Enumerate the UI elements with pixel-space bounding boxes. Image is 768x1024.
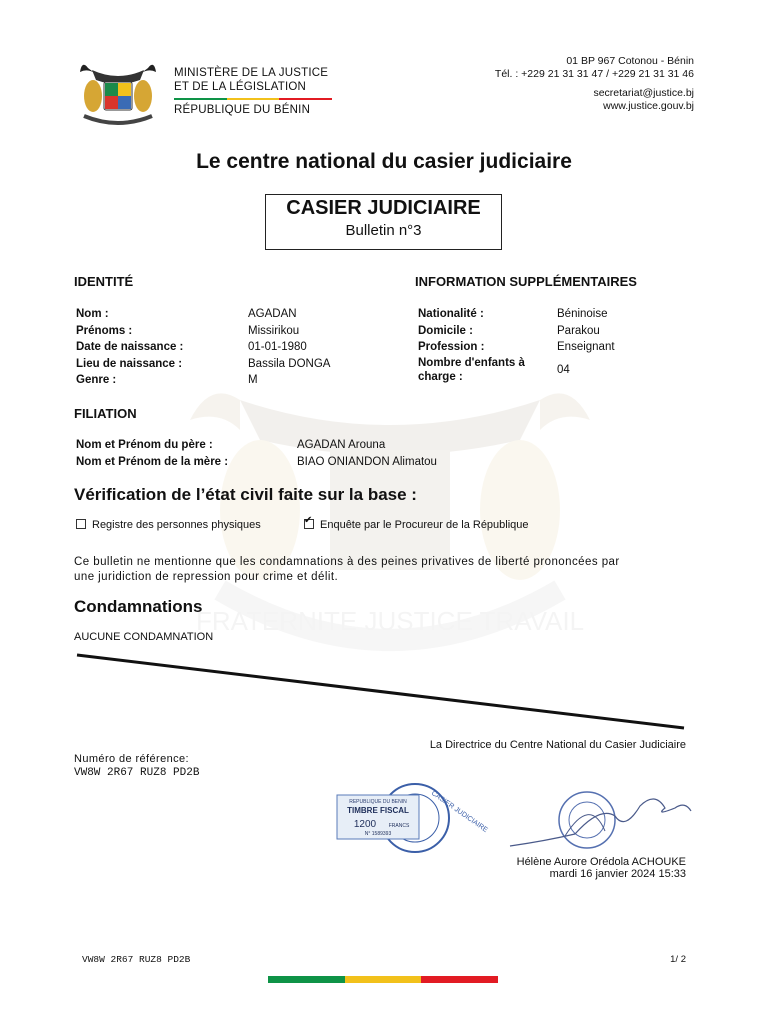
stamp-amount: 1200	[353, 819, 377, 830]
filiation-heading: FILIATION	[74, 406, 137, 421]
identity-heading: IDENTITÉ	[74, 274, 134, 289]
ministry-block	[174, 66, 332, 117]
phone: Tél. : +229 21 31 31 47 / +229 21 31 31 46	[494, 68, 694, 80]
signatory-block	[517, 856, 686, 880]
document-title-box	[265, 194, 502, 250]
signatory-date: mardi 16 janvier 2024 15:33	[549, 868, 686, 880]
value-lieu-naissance: Bassila DONGA	[248, 357, 331, 370]
checkbox-enquete	[304, 519, 314, 529]
reference-value: VW8W 2R67 RUZ8 PD2B	[74, 767, 200, 779]
label-nationalite: Nationalité :	[418, 308, 484, 320]
option-registre-label: Registre des personnes physiques	[92, 519, 261, 531]
bulletin-number: Bulletin n°3	[345, 222, 422, 239]
identity-labels	[76, 306, 183, 389]
value-nom: AGADAN	[248, 308, 297, 320]
stamp-currency: FRANCS	[388, 823, 410, 829]
info-supp-heading: INFORMATION SUPPLÉMENTAIRES	[415, 274, 637, 289]
flag-red	[421, 976, 498, 983]
notice-paragraph	[74, 555, 694, 585]
checkbox-registre	[76, 519, 86, 529]
identity-values	[248, 306, 330, 389]
value-nationalite: Béninoise	[557, 308, 608, 320]
label-enfants-line2: charge :	[418, 370, 463, 383]
signature	[505, 786, 695, 856]
republic-label: RÉPUBLIQUE DU BÉNIN	[174, 104, 311, 116]
signatory-title: La Directrice du Centre National du Casier Judiciaire	[429, 739, 686, 751]
value-profession: Enseignant	[557, 341, 615, 353]
footer-page-number: 1/ 2	[670, 954, 686, 965]
verification-heading: Vérification de l’état civil faite sur la base :	[74, 485, 417, 504]
document-title: CASIER JUDICIAIRE	[286, 197, 481, 219]
strike-line	[0, 640, 768, 740]
benin-coat-of-arms-icon	[78, 58, 158, 126]
label-pere: Nom et Prénom du père :	[76, 439, 213, 451]
value-prenoms: Missirikou	[248, 324, 300, 337]
option-enquete-label: Enquête par le Procureur de la République	[320, 519, 529, 531]
label-genre: Genre :	[76, 374, 117, 386]
stamp-top: REPUBLIQUE DU BENIN	[349, 799, 407, 805]
label-enfants-line1: Nombre d'enfants à	[418, 356, 525, 369]
stamp-label: TIMBRE FISCAL	[347, 806, 409, 815]
notice-line1: Ce bulletin ne mentionne que les condamnations à des peines privatives de liberté prononcées par	[74, 556, 620, 568]
value-enfants: 04	[557, 363, 570, 376]
footer-reference: VW8W 2R67 RUZ8 PD2B	[82, 954, 191, 965]
info-supp-labels	[418, 306, 525, 384]
flag-yellow	[345, 976, 422, 983]
ministry-line2: ET DE LA LÉGISLATION	[174, 81, 307, 93]
label-lieu-naissance: Lieu de naissance :	[76, 357, 183, 370]
ministry-line1: MINISTÈRE DE LA JUSTICE	[174, 67, 329, 79]
flag-green	[268, 976, 345, 983]
label-mere: Nom et Prénom de la mère :	[76, 455, 229, 468]
notice-line2: une juridiction de repression pour crime et délit.	[74, 571, 339, 583]
label-profession: Profession :	[418, 341, 485, 353]
flag-bar	[268, 976, 498, 983]
email: secretariat@justice.bj	[593, 87, 694, 99]
flag-rule	[174, 98, 332, 100]
filiation-values	[297, 437, 437, 470]
value-mere: BIAO ONIANDON Alimatou	[297, 455, 437, 468]
value-pere: AGADAN Arouna	[297, 439, 386, 451]
contact-block	[495, 55, 694, 113]
address: 01 BP 967 Cotonou - Bénin	[566, 55, 694, 67]
watermark-motto: FRATERNITE JUSTICE TRAVAIL	[195, 606, 585, 636]
option-registre	[76, 519, 261, 531]
fiscal-stamp	[335, 780, 489, 855]
value-date-naissance: 01-01-1980	[248, 341, 307, 353]
info-supp-values	[557, 306, 615, 378]
condamnations-heading: Condamnations	[74, 597, 203, 616]
label-date-naissance: Date de naissance :	[76, 341, 184, 353]
option-enquete	[304, 519, 529, 531]
reference-label: Numéro de référence:	[74, 753, 189, 765]
filiation-labels	[76, 437, 228, 470]
label-domicile: Domicile :	[418, 324, 473, 337]
stamp-ring-text: CASIER JUDICIAIRE	[429, 789, 489, 835]
label-nom: Nom :	[76, 308, 109, 320]
label-prenoms: Prénoms :	[76, 324, 133, 337]
condamnations-value: AUCUNE CONDAMNATION	[74, 631, 214, 643]
page-title: Le centre national du casier judiciaire	[196, 150, 572, 173]
website: www.justice.gouv.bj	[603, 100, 694, 112]
value-domicile: Parakou	[557, 324, 600, 337]
signatory-name: Hélène Aurore Orédola ACHOUKE	[516, 856, 686, 868]
value-genre: M	[248, 374, 258, 386]
stamp-number: N° 1589393	[364, 831, 392, 837]
